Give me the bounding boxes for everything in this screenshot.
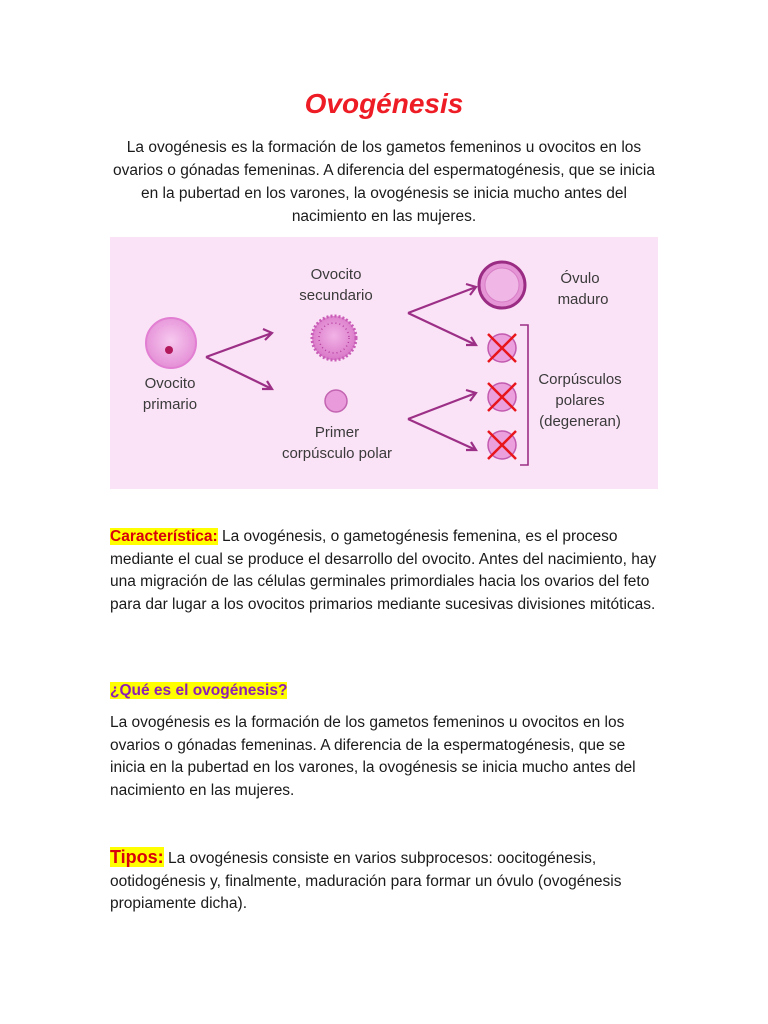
first-polar-body [325,390,347,412]
polar-bodies-label-3: (degeneran) [539,413,621,430]
caracteristica-text: La ovogénesis, o gametogénesis femenina, es el proceso mediante el cual se produce el desarrollo del ovocito. Antes del nacimiento, hay una migración de las células germinales primordiales hacia los ovarios del feto para dar lugar a los ovocitos primarios mediante sucesivas divisiones mitóticas. [110,528,657,613]
polar-bodies-bracket [520,325,528,465]
mature-ovum-label-2: maduro [557,291,609,308]
tipos-paragraph [110,846,658,916]
mature-ovum-label-1: Óvulo [560,270,600,287]
primary-oocyte-label-2: primario [142,396,198,413]
polar-body-3 [488,431,516,459]
ovogenesis-diagram [110,237,658,489]
caracteristica-label: Característica: [110,528,218,545]
arrow-group-2 [408,284,476,345]
first-polar-label-1: Primer [314,424,360,441]
polar-bodies-label-2: polares [555,392,605,409]
polar-body-2 [488,383,516,411]
que-es-heading [110,680,658,703]
que-es-label: ¿Qué es el ovogénesis? [110,682,288,699]
tipos-text: La ovogénesis consiste en varios subprocesos: oocitogénesis, ootidogénesis y, finalmente, maduración para formar un óvulo (ovogénesis propiamente dicha). [110,850,622,912]
secondary-oocyte-label-1: Ovocito [310,266,362,283]
secondary-oocyte-cell [312,316,356,360]
arrow-group-1 [206,329,272,389]
tipos-label: Tipos: [110,847,164,867]
page-title: Ovogénesis [304,88,464,119]
polar-bodies-label-1: Corpúsculos [538,371,622,388]
que-es-paragraph: La ovogénesis es la formación de los gametos femeninos u ovocitos en los ovarios o gónadas femeninas. A diferencia de la espermatogénesis, que se inicia en la pubertad en los varones, la ovogénesis se inicia mucho antes del nacimiento en las mujeres. [110,714,636,799]
mature-ovum [479,262,525,308]
polar-body-1 [488,334,516,362]
arrow-group-3 [408,390,476,450]
primary-oocyte-cell [146,318,196,368]
intro-paragraph: La ovogénesis es la formación de los gametos femeninos u ovocitos en los ovarios o gónadas femeninas. A diferencia del espermatogénesis, que se inicia en la pubertad en los varones, la ovogénesis se inicia mucho antes del nacimiento en las mujeres. [113,139,655,225]
first-polar-label-2: corpúsculo polar [281,445,393,462]
primary-oocyte-label-1: Ovocito [144,375,196,392]
secondary-oocyte-label-2: secundario [299,287,373,304]
caracteristica-paragraph [110,526,658,616]
